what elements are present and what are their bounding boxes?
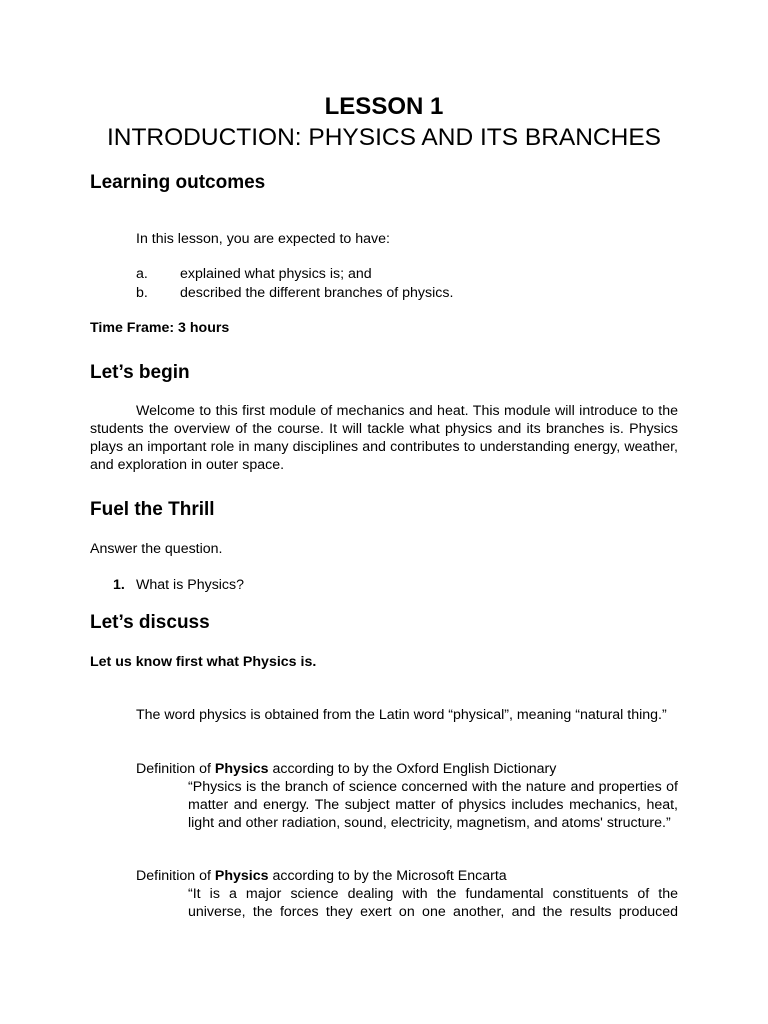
lets-discuss-subheading: Let us know first what Physics is.	[90, 654, 317, 670]
question-text: What is Physics?	[136, 577, 245, 593]
fuel-the-thrill-heading: Fuel the Thrill	[90, 499, 215, 520]
lesson-number: LESSON 1	[324, 93, 444, 120]
lets-begin-paragraph: Welcome to this first module of mechanics and heat. This module will introduce to the students the overview of the course. It will tackle what physics and its branches is. Physics plays an important role in many disciplines and contributes to understanding energy, weather, and exploration in outer space.	[90, 403, 678, 473]
definition-quote-encarta: “It is a major science dealing with the fundamental constituents of the universe, the forces they exert on one another, and the results produced	[188, 886, 678, 920]
definition-heading-oxford: Definition of Physics according to by the Oxford English Dictionary	[136, 761, 557, 777]
list-item-marker: a.	[136, 266, 148, 282]
list-item: explained what physics is; and	[180, 266, 372, 282]
fuel-the-thrill-instruction: Answer the question.	[90, 541, 223, 557]
question-number: 1.	[113, 577, 125, 593]
definition-quote-oxford: “Physics is the branch of science concerned with the nature and properties of matter and energy. The subject matter of physics includes mechanics, heat, light and other radiation, sound, electricity, magnetism, and atoms' structure.”	[188, 779, 678, 831]
list-item: described the different branches of physics.	[180, 285, 454, 301]
etymology-paragraph: The word physics is obtained from the Latin word “physical”, meaning “natural thing.”	[136, 707, 667, 723]
list-item-marker: b.	[136, 285, 148, 301]
time-frame: Time Frame: 3 hours	[90, 320, 230, 336]
lets-discuss-heading: Let’s discuss	[90, 612, 210, 633]
lesson-title: INTRODUCTION: PHYSICS AND ITS BRANCHES	[106, 124, 662, 151]
definition-heading-encarta: Definition of Physics according to by the Microsoft Encarta	[136, 868, 507, 884]
learning-outcomes-intro: In this lesson, you are expected to have:	[136, 231, 390, 247]
lets-begin-heading: Let’s begin	[90, 362, 190, 383]
learning-outcomes-heading: Learning outcomes	[90, 172, 266, 193]
